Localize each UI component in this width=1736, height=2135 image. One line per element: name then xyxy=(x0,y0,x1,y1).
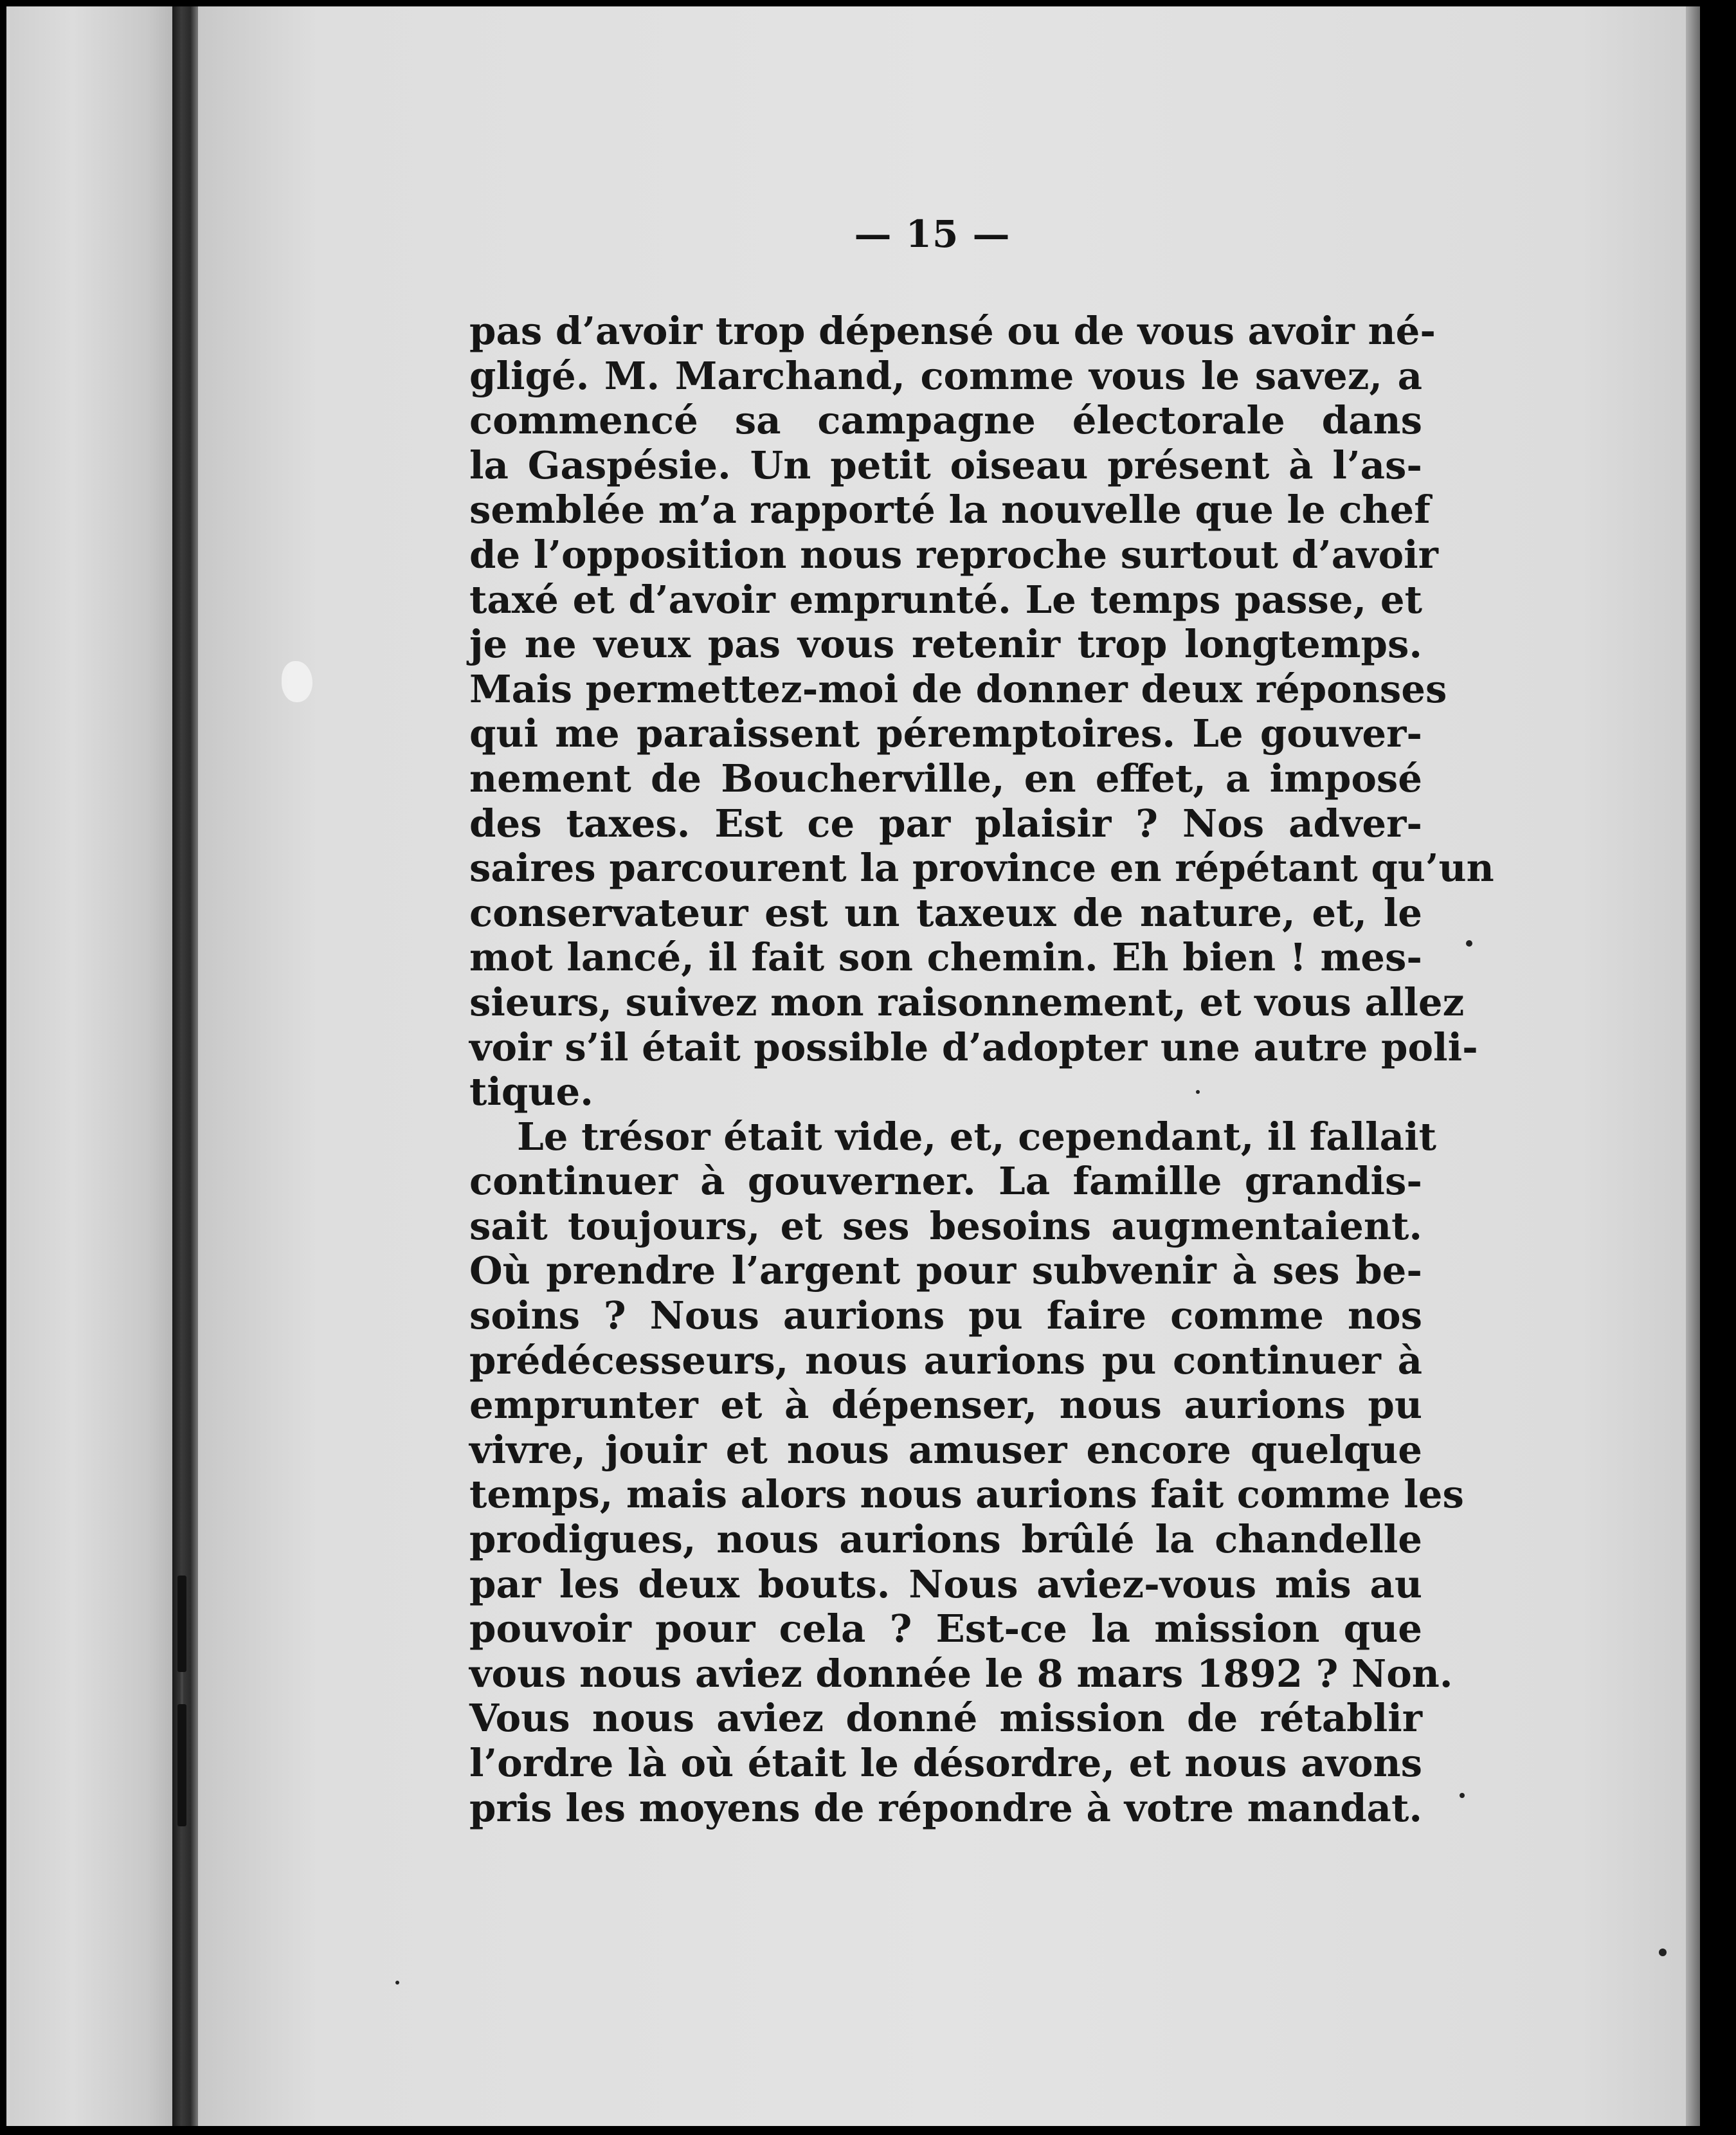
text-line: continuer à gouverner. La famille grandis- xyxy=(469,1158,1422,1204)
body-text xyxy=(469,308,1494,1830)
text-line: gligé. M. Marchand, comme vous le savez, a xyxy=(469,352,1422,398)
text-line: prédécesseurs, nous aurions pu continuer à xyxy=(469,1337,1422,1383)
text-line: par les deux bouts. Nous aviez-vous mis au xyxy=(469,1561,1422,1606)
binding-stitch xyxy=(177,1704,186,1826)
binding-wire xyxy=(181,1672,183,1704)
text-line: vivre, jouir et nous amuser encore quelque xyxy=(469,1426,1422,1472)
text-line: Où prendre l’argent pour subvenir à ses be- xyxy=(469,1248,1422,1293)
binding-stitch xyxy=(177,1576,186,1672)
ink-speck xyxy=(1460,1793,1465,1798)
text-line: je ne veux pas vous retenir trop longtemps. xyxy=(469,621,1422,667)
text-line: l’ordre là où était le désordre, et nous avons xyxy=(469,1740,1422,1785)
text-line: temps, mais alors nous aurions fait comme les xyxy=(469,1471,1464,1517)
text-line: voir s’il était possible d’adopter une autre poli- xyxy=(469,1024,1478,1069)
text-line: emprunter et à dépenser, nous aurions pu xyxy=(469,1382,1422,1428)
text-line: des taxes. Est ce par plaisir ? Nos adver- xyxy=(469,800,1422,846)
text-line: Vous nous aviez donné mission de rétablir xyxy=(469,1695,1422,1741)
text-line: sait toujours, et ses besoins augmentaient. xyxy=(469,1203,1422,1248)
text-line: pas d’avoir trop dépensé ou de vous avoir né- xyxy=(469,308,1436,353)
left-page-edge xyxy=(6,6,172,2126)
text-line: de l’opposition nous reproche surtout d’avoir xyxy=(469,531,1438,577)
ink-speck xyxy=(395,1981,399,1985)
text-line: pouvoir pour cela ? Est-ce la mission que xyxy=(469,1606,1422,1651)
text-line: nement de Boucherville, en effet, a imposé xyxy=(469,755,1422,801)
text-line: Le trésor était vide, et, cependant, il fallait xyxy=(517,1113,1437,1159)
page-number: — 15 — xyxy=(854,212,1011,256)
text-line: Mais permettez-moi de donner deux réponses xyxy=(469,666,1447,711)
text-line: soins ? Nous aurions pu faire comme nos xyxy=(469,1293,1422,1338)
text-line: la Gaspésie. Un petit oiseau présent à l’as- xyxy=(469,442,1422,487)
text-line: taxé et d’avoir emprunté. Le temps passe, et xyxy=(469,576,1422,622)
text-line: tique. xyxy=(469,1069,593,1114)
scan-frame xyxy=(6,6,1700,2126)
ink-speck xyxy=(1466,940,1472,947)
text-line: commencé sa campagne électorale dans xyxy=(469,397,1422,443)
right-page-edge xyxy=(1686,6,1700,2126)
text-line: mot lancé, il fait son chemin. Eh bien ! mes- xyxy=(469,934,1422,980)
text-line: semblée m’a rapporté la nouvelle que le chef xyxy=(469,487,1431,532)
text-line: conservateur est un taxeux de nature, et, le xyxy=(469,889,1422,935)
text-line: prodigues, nous aurions brûlé la chandelle xyxy=(469,1516,1422,1562)
text-line: sieurs, suivez mon raisonnement, et vous allez xyxy=(469,979,1465,1024)
text-line: qui me paraissent péremptoires. Le gouver- xyxy=(469,711,1422,756)
text-line: saires parcourent la province en répétant qu’un xyxy=(469,845,1494,891)
paper-blemish xyxy=(282,661,312,702)
ink-speck xyxy=(1196,1090,1200,1094)
ink-speck xyxy=(1659,1949,1667,1956)
text-line: pris les moyens de répondre à votre mandat. xyxy=(469,1785,1422,1830)
text-line: vous nous aviez donnée le 8 mars 1892 ? Non. xyxy=(469,1650,1453,1696)
